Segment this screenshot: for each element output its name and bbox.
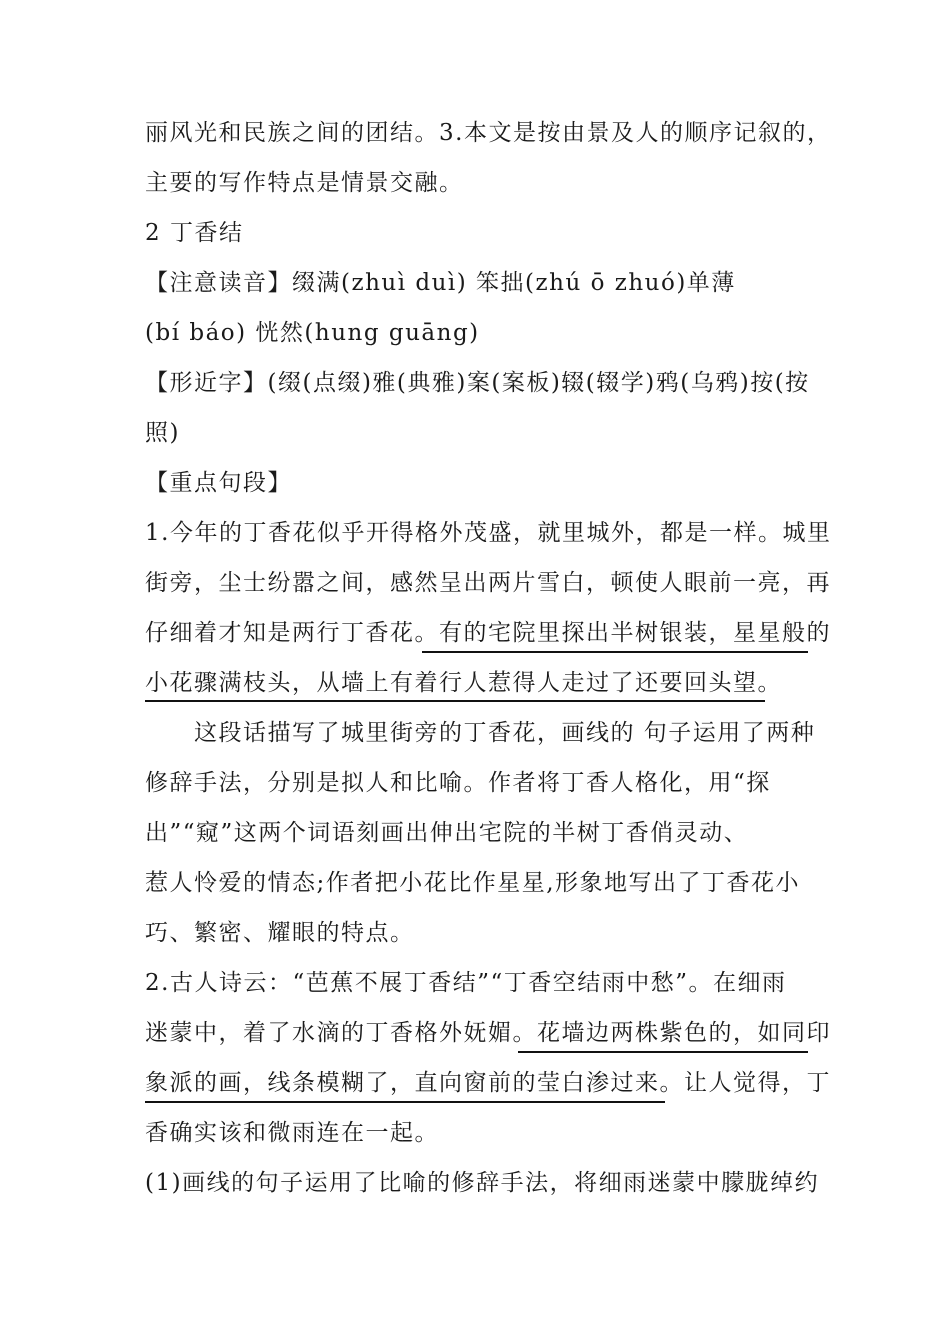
pronunciation-line: (bí báo) 恍然(hung guāng) [145,320,480,346]
analysis-line: 修辞手法，分别是拟人和比喻。作者将丁香人格化，用“探 [145,770,771,796]
passage-line: 迷蒙中，着了水滴的丁香格外妩媚。花墙边两株紫色的，如同印 [145,1020,831,1046]
similar-characters-line: 【形近字】(缀(点缀)雅(典雅)案(案板)辍(辍学)鸦(乌鸦)按(按 [145,370,810,396]
sentence-underline [422,651,808,653]
analysis-line: 这段话描写了城里街旁的丁香花，画线的 句子运用了两种 [145,720,816,746]
passage-line: 街旁，尘士纷嚣之间，感然呈出两片雪白，顿使人眼前一亮，再 [145,570,831,596]
lesson-title: 2 丁香结 [145,220,244,246]
analysis-line: 惹人怜爱的情态;作者把小花比作星星,形象地写出了丁香花小 [145,870,801,896]
passage-line: 小花骤满枝头，从墙上有着行人惹得人走过了还要回头望。 [145,670,782,696]
passage-line: 1.今年的丁香花似乎开得格外茂盛，就里城外，都是一样。城里 [145,520,832,546]
analysis-line: 巧、繁密、耀眼的特点。 [145,920,415,946]
similar-characters-line: 照) [145,420,180,446]
passage-line: 仔细着才知是两行丁香花。有的宅院里探出半树银装，星星般的 [145,620,831,646]
passage-line: 香确实该和微雨连在一起。 [145,1120,439,1146]
question-line: (1)画线的句子运用了比喻的修辞手法，将细雨迷蒙中朦胧绰约 [145,1170,820,1196]
passage-line: 象派的画，线条模糊了，直向窗前的莹白渗过来。让人觉得，丁 [145,1070,831,1096]
passage-line: 2.古人诗云：“芭蕉不展丁香结”“丁香空结雨中愁”。在细雨 [145,970,787,996]
sentence-underline [145,1101,665,1103]
pronunciation-line: 【注意读音】缀满(zhuì duì) 笨拙(zhú ō zhuó)单薄 [145,270,736,296]
text-line: 丽风光和民族之间的团结。3.本文是按由景及人的顺序记叙的， [145,120,832,146]
sentence-underline [518,1051,808,1053]
section-heading: 【重点句段】 [145,470,292,496]
analysis-line: 出”“窥”这两个词语刻画出伸出宅院的半树丁香俏灵动、 [145,820,749,846]
text-line: 主要的写作特点是情景交融。 [145,170,464,196]
sentence-underline [145,700,765,702]
